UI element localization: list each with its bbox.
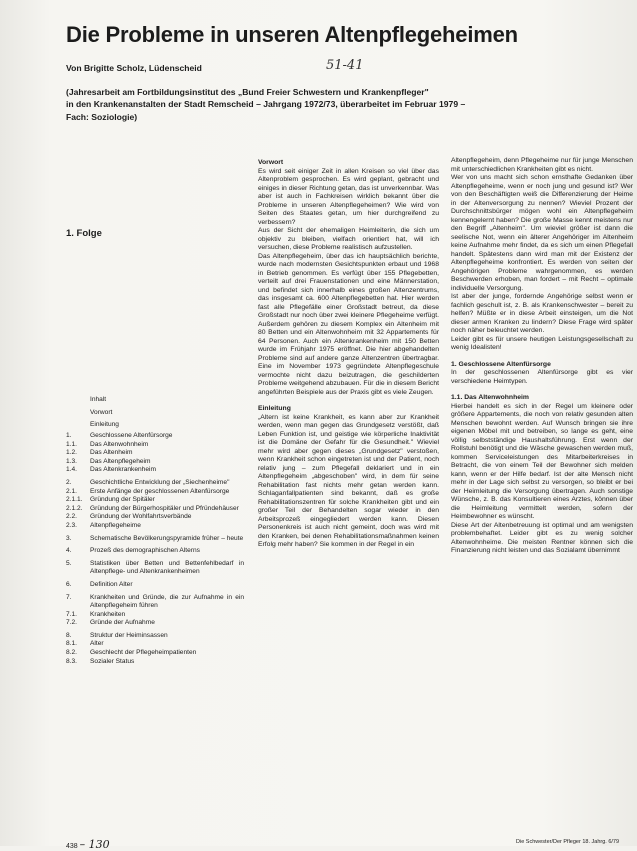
toc-entry-text: Gründung der Spitäler [90, 496, 155, 504]
toc-entry [66, 496, 244, 505]
toc-entry-number: 2.1.2. [66, 504, 83, 512]
paragraph-spacer [258, 397, 439, 403]
toc-entry-text: Sozialer Status [90, 657, 135, 665]
toc-entry-number: 2.1. [66, 487, 77, 495]
toc-entry [66, 535, 244, 544]
page-number-value: 438 [66, 843, 78, 850]
toc-entry-text: Gründung der Bürgerhospitäler und Pfründehäuser [90, 504, 239, 512]
toc-entry-text: Struktur der Heiminsassen [90, 631, 168, 639]
toc-heading: Inhalt [90, 396, 107, 403]
body-paragraph: Diese Art der Altenbetreuung ist optimal und am wenigsten problembehaftet. Leider gibt es zu wenig solcher Altenwohnheime. Die meisten Rentner können sich die Finanzierung nicht leisten und das Sozialamt übernimmt [451, 521, 633, 554]
table-of-contents [66, 432, 244, 666]
toc-entry-number: 2. [66, 478, 72, 486]
toc-entry [66, 449, 244, 458]
toc-entry-number: 1. [66, 432, 72, 439]
toc-entry-number: 7.2. [66, 619, 77, 627]
toc-entry [66, 505, 244, 514]
toc-entry-number: 5. [66, 559, 72, 567]
toc-entry-number: 2.2. [66, 513, 77, 521]
page-number [66, 838, 110, 851]
toc-entry-number: 2.3. [66, 521, 77, 529]
body-paragraph: Ist aber der junge, fordernde Angehörige selbst wenn er fachlich geschult ist, z. B. als Krankenschwester – bereit zu helfen? Müßte er in diese Arbeit einsteigen, um die Not dieser armen Kranken zu lindern? Diese Frage wird später noch näher beleuchtet werden. [451, 293, 633, 334]
toc-entry [66, 432, 244, 441]
toc-entry [66, 522, 244, 531]
toc-entry-vorwort: Vorwort [90, 409, 113, 416]
toc-entry-text: Definition Alter [90, 580, 133, 588]
body-paragraph: Es wird seit einiger Zeit in allen Kreisen so viel über das Altenproblem gesprochen. Es wird geplant, gebracht und einiges in dieser Richtung getan, das ist unverkennbar. Was aber ist auch in Fachkreisen wirklich bekannt über die Probleme in unseren Altenpflegeheimen? Wie wird von Seiten des Staates getan, um hier durchgreifend zu verbessern? [258, 167, 439, 226]
toc-entry-number: 8.3. [66, 657, 77, 665]
toc-entry-text: Das Altenwohnheim [90, 440, 149, 448]
toc-entry-number: 4. [66, 547, 72, 555]
section-heading: 1.1. Das Altenwohnheim [451, 394, 529, 401]
toc-entry-number: 8.2. [66, 649, 77, 657]
toc-entry-number: 6. [66, 580, 72, 588]
text-column-2 [451, 157, 633, 556]
toc-entry-number: 3. [66, 534, 72, 542]
toc-entry-number: 1.4. [66, 466, 77, 474]
toc-entry [66, 560, 244, 577]
section-heading: Einleitung [258, 405, 291, 412]
toc-entry-einleitung: Einleitung [90, 421, 119, 428]
handwritten-annotation: 51-41 [326, 58, 364, 73]
toc-entry [66, 658, 244, 667]
toc-entry [66, 488, 244, 497]
toc-entry-number: 7.1. [66, 610, 77, 618]
toc-entry [66, 632, 244, 641]
paragraph-spacer [451, 386, 633, 392]
subtitle-line: (Jahresarbeit am Fortbildungsinstitut des „Bund Freier Schwestern und Krankenpfleger" [66, 87, 429, 97]
toc-entry-text: Altenpflegeheime [90, 521, 141, 529]
toc-entry [66, 619, 244, 628]
toc-entry-number: 2.1.1. [66, 496, 83, 504]
subtitle-line: in den Krankenanstalten der Stadt Remscheid – Jahrgang 1972/73, überarbeitet im Februar 1979 – [66, 99, 466, 110]
toc-entry [66, 594, 244, 611]
toc-entry-number: 1.1. [66, 440, 77, 448]
toc-entry-number: 8.1. [66, 640, 77, 648]
body-paragraph: Hierbei handelt es sich in der Regel um kleinere oder größere Appartements, die noch von relativ gesunden alten Menschen bewohnt werden. Auf Wunsch bringen sie ihre eigenen Möbel mit und betreiben, so lange es geht, eine völlig selbstständige Haushaltsführung. Erst wenn der Rollstuhl benötigt und die Wäsche gewaschen werden muß, kommen Serviceleistungen des Mitarbeiterkreises in Betracht, die von einem Teil der Bewohner sich melden kann, wenn er der Hilfe bedarf. Ist der alte Mensch nicht mehr in der Lage sich selbst zu versorgen, so bleibt er bei der Heimleitung die Versorgung übertragen. Auch sonstige Wünsche, z. B. das Konsultieren eines Arztes, können über die Heimleitung vermittelt werden, sofern der Heimbewohner es wünscht. [451, 402, 633, 520]
toc-entry-text: Erste Anfänge der geschlossenen Altenfürsorge [90, 487, 230, 495]
author-line: Von Brigitte Scholz, Lüdenscheid [66, 63, 202, 73]
toc-entry [66, 479, 244, 488]
toc-entry [66, 649, 244, 658]
toc-entry [66, 611, 244, 620]
toc-entry-text: Gründung der Wohlfahrtsverbände [90, 513, 192, 521]
toc-entry-text: Prozeß des demographischen Alterns [90, 547, 200, 555]
toc-entry-number: 8. [66, 631, 72, 639]
toc-entry-text: Gründe der Aufnahme [90, 619, 155, 627]
toc-entry-number: 1.3. [66, 457, 77, 465]
paragraph-spacer [451, 353, 633, 359]
subtitle-block [66, 86, 626, 123]
toc-entry-text: Geschichtliche Entwicklung der „Siechenheime" [90, 478, 230, 486]
toc-entry-text: Schematische Bevölkerungspyramide früher – heute [90, 534, 244, 542]
toc-entry-text: Krankheiten [90, 610, 126, 618]
toc-entry-text: Das Altenpflegeheim [90, 457, 151, 465]
body-paragraph: Das Altenpflegeheim, über das ich hauptsächlich berichte, wurde nach modernsten Gesichtspunkten erbaut und 1968 in Betrieb genommen. Es verfügt über 155 Pflegebetten, verteilt auf drei Frauenstationen und eine Männerstation, und befindet sich innerhalb eines großen Altenzentrums, das insgesamt ca. 600 Altenpflegebetten hat. Hier werden fast alle Pflegefälle einer Großstadt betreut, da diese Großstadt nur noch über zwei kleinere Pflegeheime verfügt. Außerdem gehören zu diesem Komplex ein Altenheim mit 80 Betten und ein Altenwohnheim mit 32 Appartements für 64 Personen. Auch ein Altenkrankenheim mit 150 Betten wurde im Frühjahr 1975 eröffnet. Die hier abgehandelten Probleme sind auf andere ganze Altenzentren übertragbar. Eine im November 1973 gegründete Altenpflegeschule vermochte nicht dazu beizutragen, die geschilderten Probleme weitgehend abzubauen. Für die in diesem Bericht angeführten Beispiele aus der Praxis gibt es viele Zeugen. [258, 252, 439, 396]
toc-entry-text: Geschlossene Altenfürsorge [90, 432, 173, 439]
toc-entry-text: Statistiken über Betten und Bettenfehlbedarf in Altenpflege- und Altenkrankenheimen [90, 559, 244, 576]
toc-entry [66, 640, 244, 649]
series-part-label: 1. Folge [66, 228, 102, 239]
handwritten-page-annotation: – 130 [79, 838, 110, 851]
journal-footer: Die Schwester/Der Pfleger 18. Jahrg. 6/79 [516, 839, 620, 845]
toc-entry [66, 547, 244, 556]
body-paragraph: Aus der Sicht der ehemaligen Heimleiterin, die sich um objektiv zu bleiben, vielfach orientiert hat, will ich versuchen, diese Probleme realistisch aufzustellen. [258, 227, 439, 251]
section-heading: Vorwort [258, 159, 284, 166]
toc-entry-text: Das Altenkrankenheim [90, 466, 156, 474]
body-paragraph: In der geschlossenen Altenfürsorge gibt es vier verschiedene Heimtypen. [451, 369, 633, 385]
toc-entry [66, 441, 244, 450]
article-title: Die Probleme in unseren Altenpflegeheimen [66, 22, 518, 47]
subtitle-line: Fach: Soziologie) [66, 111, 138, 122]
body-paragraph: Leider gibt es für unsere heutigen Leistungsgesellschaft zu wenig Idealisten! [451, 335, 633, 351]
toc-entry [66, 466, 244, 475]
toc-entry [66, 513, 244, 522]
body-paragraph: „Altern ist keine Krankheit, es kann aber zur Krankheit werden, wenn man gegen das Grundgesetz verstößt, daß Leben Funktion ist, und geistige wie körperliche Inaktivität ist die Domäne der Gefahr für die Gesundheit." Wieviel mehr wird aber gegen dieses „Grundgesetz" verstoßen, wenn Krankheit schon eingetreten ist und der Patient, noch relativ jung – zum Pflegefall deklariert und in ein Altenpflegeheim „abgeschoben" wird, in dem für seine Rehabilitation fast nichts mehr getan werden kann. Schlaganfallpatienten sind bekannt, daß es große Rehabilitationszentren für solche Krankheiten gibt und ein großer Teil der Behandelten sogar wieder in den Arbeitsprozeß eingegliedert werden kann. Diesen Personenkreis ist auch nicht gemeint, doch was wird mit den Kranken, bei denen Rehabilitationsmaßnahmen keinen Erfolg mehr haben? Sie kommen in der Regel in ein [258, 413, 439, 548]
toc-entry-text: Das Altenheim [90, 449, 133, 457]
body-paragraph: Altenpflegeheim, denn Pflegeheime nur für junge Menschen mit unterschiedlichen Krankheiten gibt es nicht. [451, 157, 633, 173]
toc-entry-text: Geschlecht der Pflegeheimpatienten [90, 649, 197, 657]
section-heading: 1. Geschlossene Altenfürsorge [451, 360, 551, 368]
toc-entry-text: Alter [90, 640, 104, 648]
toc-entry [66, 458, 244, 467]
text-column-1 [258, 157, 439, 550]
toc-entry [66, 581, 244, 590]
toc-entry-text: Krankheiten und Gründe, die zur Aufnahme in ein Altenpflegeheim führen [90, 593, 244, 610]
body-paragraph: Wer von uns macht sich schon ernsthafte Gedanken über Altenpflegeheime, wenn er noch jung und gesund ist? Wer von den Beschäftigten weiß die Differenzierung der Heime in der Altenversorgung zu nennen? Wieviel Prozent der Durchschnittsbürger mögen wohl ein Altenpflegeheim kennengelernt haben? Die große Masse kennt meistens nur den Begriff „Altenheim". Um wieviel größer ist dann die seelische Not, wenn ein älterer Angehöriger im Altenheim keine Aufnahme mehr findet, da es sich um einen Pflegefall handelt. Spätestens dann wird man mit der Existenz der Altenpflegeheime konfrontiert. Es werden von seiten der Angehörigen Probleme wahrgenommen, es werden Beschwerden erhoben, man fordert – mit Recht – optimale individuelle Versorgung. [451, 174, 633, 292]
toc-entry-number: 1.2. [66, 449, 77, 457]
toc-entry-number: 7. [66, 593, 72, 601]
